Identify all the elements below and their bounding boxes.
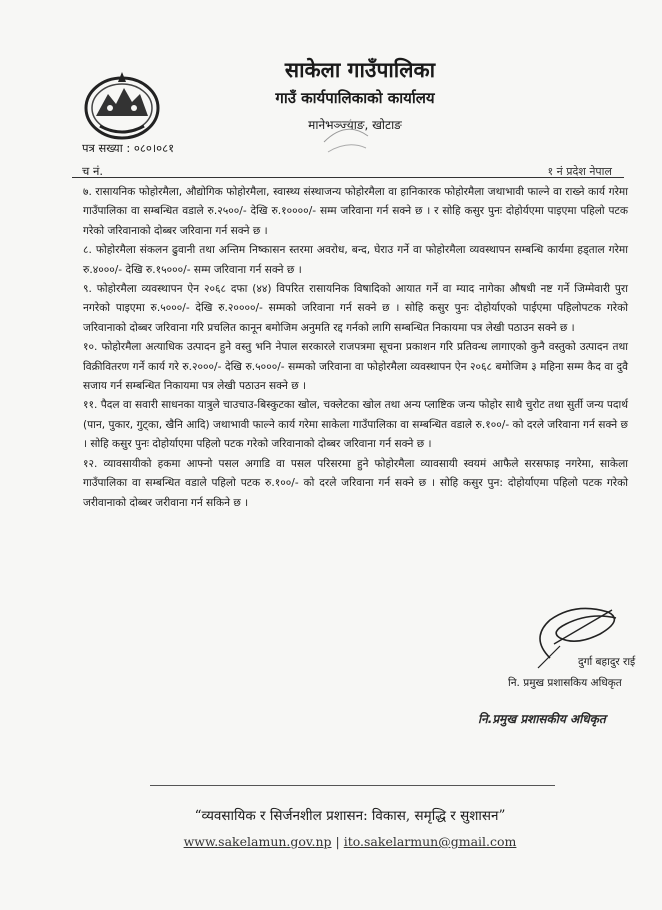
dispatch-number: च नं. [82,164,103,178]
clause-7: ७. रासायनिक फोहोरमैला, औद्योगिक फोहोरमैला, स्वास्थ्य संस्थाजन्य फोहोरमैला वा हानिकारक फोहोरमैला जथाभावी फाल्ने वा राख्ने कार्य गरेमा गाउँपालिका वा सम्बन्धित वडाले रु.२५००/- देखि रु.१००००/- सम्म जरिवाना गर्न सक्ने छ । र सोहि कसुर पुनः दोहोर्यएमा पाइएमा पहिलो पटक गरेको जरिवानाको दोब्बर जरिवाना गर्न सक्ने छ । [83,186,628,237]
contact-separator: | [335,834,340,849]
office-address: मानेभञ्ज्याङ, खोटाङ [308,118,402,132]
clause-8: ८. फोहोरमैला संकलन ढुवानी तथा अन्तिम निष्कासन स्तरमा अवरोध, बन्द, घेराउ गर्ने वा फोहोरमैला व्यवस्थापन सम्बन्धि कार्यमा हड्ताल गरेमा रु.४०००/- देखि रु.१५०००/- सम्म जरिवाना गर्न सक्ने छ । [83,244,628,276]
nepal-emblem-icon [80,64,164,144]
official-seal-text: नि.प्रमुख प्रशासकीय अधिकृत [478,712,606,726]
letter-number: पत्र सख्या : ०८०।०८१ [82,141,175,155]
clause-9: ९. फोहोरमैला व्यवस्थापन ऐन २०६८ दफा (४४) विपरित रासायनिक विषादिको आयात गर्ने वा म्याद नागेका औषधी नष्ट गर्ने जिम्मेवारी पुरा नगरेको पाइएमा रु.५०००/- देखि रु.२००००/- सम्मको जरिवाना गर्न सक्ने छ । सोहि कसुर पुनः दोहोर्याएको पाईएमा पहिलोपटक गरेको जरिवानाको दोब्बर जरिवाना गरि प्रचलित कानून बमोजिम अनुमति रद्द गर्नको लागि सम्बन्धित निकायमा पत्र लेखी पठाउन सक्ने छ । [83,283,628,334]
province-label: १ नं प्रदेश नेपाल [547,165,612,178]
clause-10: १०. फोहोरमैला अत्याधिक उत्पादन हुने वस्तु भनि नेपाल सरकारले राजपत्रमा सूचना प्रकाशन गरि प्रतिवन्ध लागाएको कुनै वस्तुको उत्पादन तथा विक्रीवितरण गर्ने कार्य गरे रु.२०००/- देखि रु.५०००/- सम्मको जरिवाना वा फोहोरमैला व्यवस्थापन ऐन २०६८ बमोजिम ३ महिना सम्म कैद वा दुवै सजाय गर्न सम्बन्धित निकायमा पत्र लेखी पठाउन सक्ने छ । [83,341,628,393]
received-stamp-icon [318,112,374,162]
clause-11: ११. पैदल वा सवारी साधनका यात्रुले चाउचाउ-बिस्कुटका खोल, चक्लेटका खोल तथा अन्य प्लाष्टिक जन्य फोहोर साथै चुरोट तथा सुर्ती जन्य पदार्थ (पान, पुकार, गुट्का, खैनि आदि) जथाभावी फाल्ने कार्य गरेमा साकेला गाउँपालिका वा सम्बन्धित वडाले रु.१००/- को दरले जरिवाना गर्न सक्ने छ । सोहि कसुर पुनः दोहोर्याएमा पहिलो पटक गरेको जरिवानाको दोब्बर जरिवाना गर्न सक्ने छ । [83,399,628,451]
footer-slogan: “व्यवसायिक र सिर्जनशील प्रशासन: विकास, समृद्धि र सुशासन” [194,808,506,824]
clause-list [83,183,628,513]
website-link[interactable]: www.sakelamun.gov.np [183,834,332,849]
org-name: साकेला गाउँपालिका [284,57,436,82]
signer-name: दुर्गा बहादुर राई [578,656,636,668]
signer-title: नि. प्रमुख प्रशासकिय अधिकृत [508,677,622,689]
clause-12: १२. व्यावसायीको हकमा आफ्नो पसल अगाडि वा पसल परिसरमा हुने फोहोरमैला व्यावसायी स्वयमं आफैले सरसफाइ नगरेमा, साकेला गाउँपालिका वा सम्बन्धित वडाले पहिलो पटक रु.१००/- को दरले जरिवाना गर्न सक्ने छ । सोहि कसुर पुन: दोहोर्याएमा पहिलो पटक गरेको जरीवानाको दोब्बर जरीवाना गर्न सकिने छ । [83,457,628,509]
office-name: गाउँ कार्यपालिकाको कार्यालय [275,89,435,107]
footer-contact [140,834,560,849]
header-divider [72,177,624,178]
email-link[interactable]: ito.sakelarmun@gmail.com [343,834,517,849]
footer-divider [150,785,555,786]
